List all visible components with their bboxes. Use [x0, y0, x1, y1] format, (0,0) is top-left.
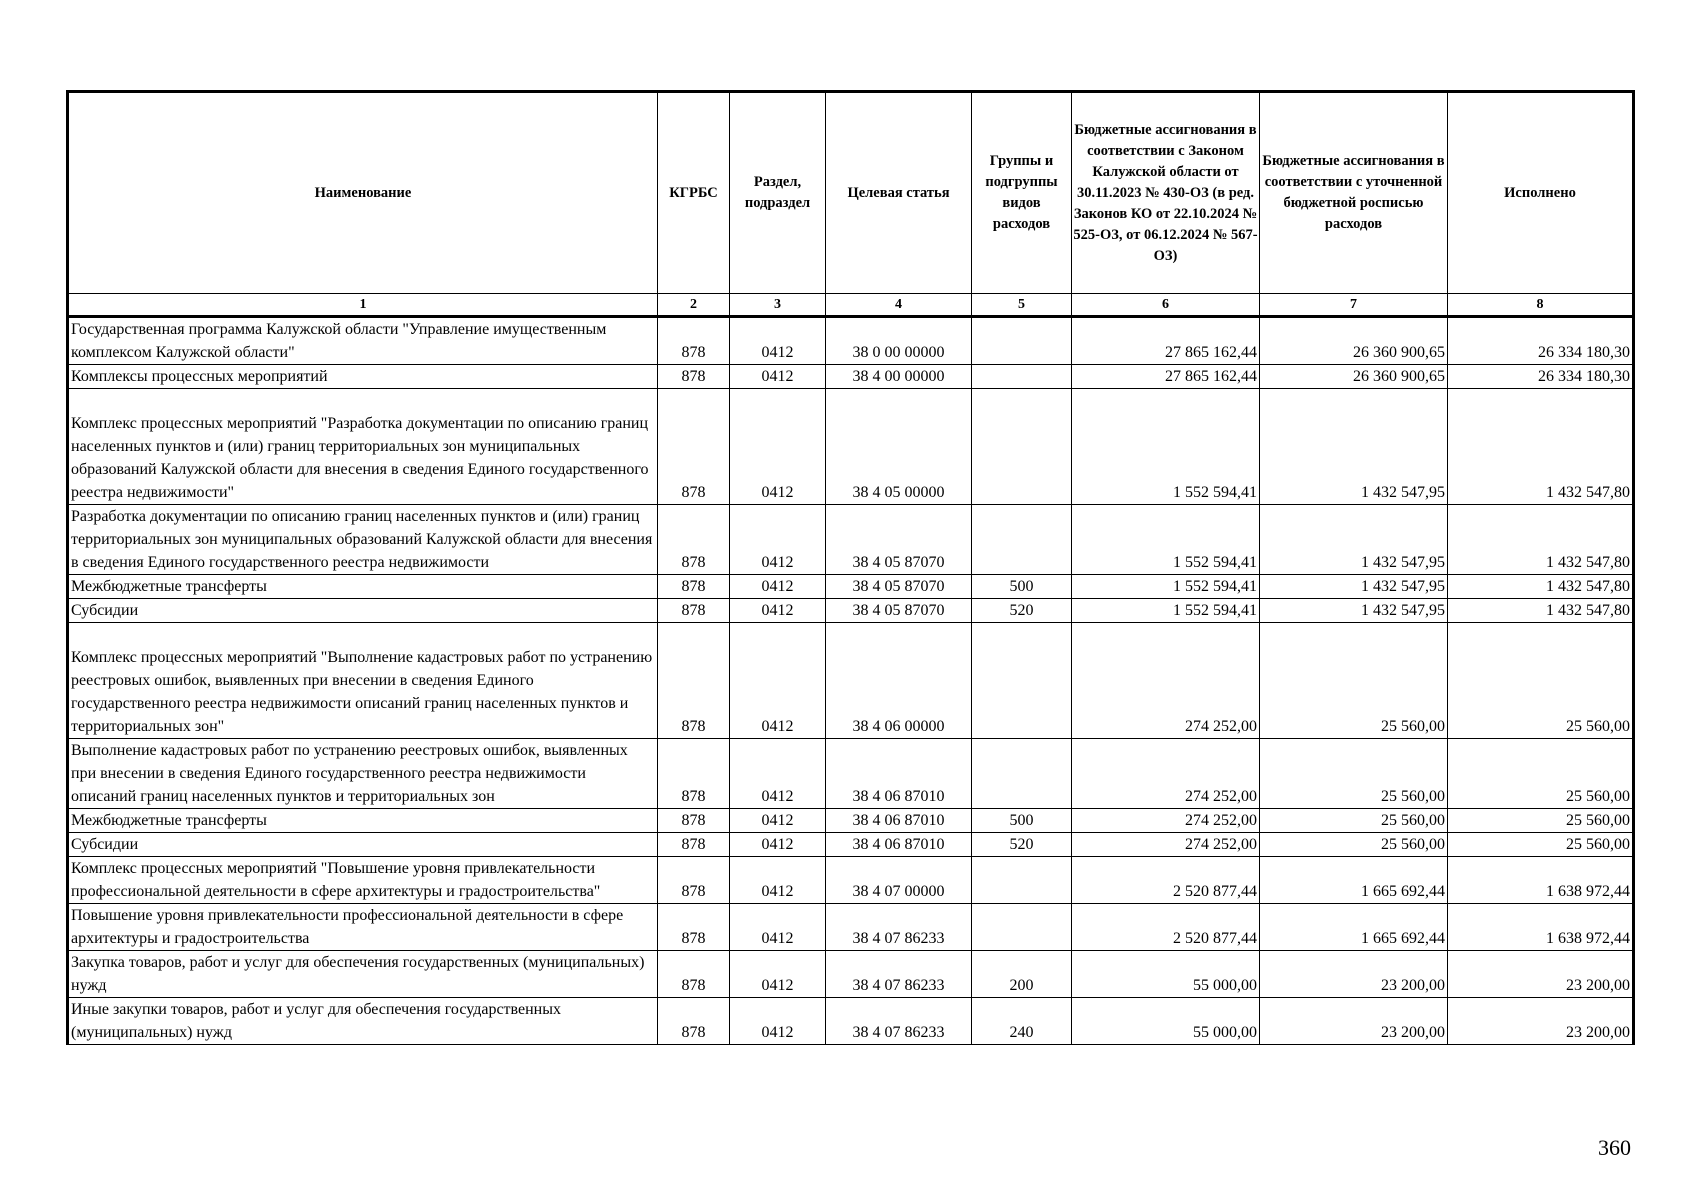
cell-refined: 1 432 547,95	[1260, 505, 1448, 575]
cell-name: Повышение уровня привлекательности профессиональной деятельности в сфере архитектуры и градостроительства	[68, 904, 658, 951]
table-row	[68, 951, 1634, 998]
cell-group	[972, 505, 1072, 575]
col-number: 5	[972, 294, 1072, 317]
col-number: 2	[658, 294, 730, 317]
cell-group: 500	[972, 809, 1072, 833]
header-executed: Исполнено	[1448, 92, 1634, 294]
cell-target: 38 4 06 87010	[826, 739, 972, 809]
cell-kgrbs: 878	[658, 505, 730, 575]
cell-executed: 1 432 547,80	[1448, 389, 1634, 505]
column-number-row	[68, 294, 1634, 317]
cell-executed: 1 638 972,44	[1448, 904, 1634, 951]
cell-kgrbs: 878	[658, 389, 730, 505]
cell-group	[972, 365, 1072, 389]
cell-target: 38 4 07 00000	[826, 857, 972, 904]
cell-refined: 23 200,00	[1260, 998, 1448, 1045]
table-row	[68, 809, 1634, 833]
cell-law: 274 252,00	[1072, 809, 1260, 833]
cell-target: 38 0 00 00000	[826, 317, 972, 365]
cell-refined: 25 560,00	[1260, 833, 1448, 857]
cell-law: 55 000,00	[1072, 998, 1260, 1045]
cell-section: 0412	[730, 809, 826, 833]
cell-kgrbs: 878	[658, 951, 730, 998]
cell-law: 55 000,00	[1072, 951, 1260, 998]
cell-target: 38 4 05 87070	[826, 599, 972, 623]
cell-name: Закупка товаров, работ и услуг для обеспечения государственных (муниципальных) нужд	[68, 951, 658, 998]
cell-group	[972, 389, 1072, 505]
cell-law: 1 552 594,41	[1072, 575, 1260, 599]
cell-refined: 1 432 547,95	[1260, 599, 1448, 623]
cell-executed: 25 560,00	[1448, 833, 1634, 857]
table-row	[68, 857, 1634, 904]
cell-executed: 23 200,00	[1448, 951, 1634, 998]
cell-executed: 1 432 547,80	[1448, 505, 1634, 575]
cell-executed: 25 560,00	[1448, 809, 1634, 833]
cell-kgrbs: 878	[658, 833, 730, 857]
page-number: 360	[1598, 1135, 1631, 1160]
cell-name: Государственная программа Калужской области "Управление имущественным комплексом Калужской области"	[68, 317, 658, 365]
col-number: 7	[1260, 294, 1448, 317]
table-row	[68, 505, 1634, 575]
cell-group: 520	[972, 833, 1072, 857]
col-number: 4	[826, 294, 972, 317]
table-row	[68, 833, 1634, 857]
cell-kgrbs: 878	[658, 317, 730, 365]
cell-name: Выполнение кадастровых работ по устранению реестровых ошибок, выявленных при внесении в сведения Единого государственного реестра недвижимости описаний границ населенных пунктов и территориальных зон	[68, 739, 658, 809]
cell-target: 38 4 00 00000	[826, 365, 972, 389]
cell-section: 0412	[730, 365, 826, 389]
cell-law: 274 252,00	[1072, 739, 1260, 809]
cell-executed: 25 560,00	[1448, 739, 1634, 809]
cell-target: 38 4 07 86233	[826, 951, 972, 998]
table-body	[68, 317, 1634, 1045]
col-number: 6	[1072, 294, 1260, 317]
cell-refined: 25 560,00	[1260, 739, 1448, 809]
cell-section: 0412	[730, 739, 826, 809]
col-number: 3	[730, 294, 826, 317]
header-law: Бюджетные ассигнования в соответствии с Законом Калужской области от 30.11.2023 № 430-ОЗ (в ред. Законов КО от 22.10.2024 № 525-ОЗ, от 06.12.2024 № 567-ОЗ)	[1072, 92, 1260, 294]
cell-law: 2 520 877,44	[1072, 857, 1260, 904]
cell-executed: 23 200,00	[1448, 998, 1634, 1045]
cell-kgrbs: 878	[658, 575, 730, 599]
cell-target: 38 4 06 87010	[826, 833, 972, 857]
cell-law: 1 552 594,41	[1072, 505, 1260, 575]
cell-section: 0412	[730, 599, 826, 623]
cell-name: Комплексы процессных мероприятий	[68, 365, 658, 389]
cell-name: Субсидии	[68, 833, 658, 857]
cell-section: 0412	[730, 389, 826, 505]
cell-refined: 23 200,00	[1260, 951, 1448, 998]
cell-name: Комплекс процессных мероприятий "Разработка документации по описанию границ населенных пунктов и (или) границ территориальных зон муниципальных образований Калужской области для внесения в сведения Единого государственного реестра недвижимости"	[68, 389, 658, 505]
cell-executed: 1 638 972,44	[1448, 857, 1634, 904]
header-section: Раздел, подраздел	[730, 92, 826, 294]
table-row	[68, 623, 1634, 739]
cell-group: 520	[972, 599, 1072, 623]
cell-section: 0412	[730, 998, 826, 1045]
header-groups: Группы и подгруппы видов расходов	[972, 92, 1072, 294]
header-kgrbs: КГРБС	[658, 92, 730, 294]
cell-group: 240	[972, 998, 1072, 1045]
table-row	[68, 575, 1634, 599]
cell-group	[972, 904, 1072, 951]
cell-kgrbs: 878	[658, 904, 730, 951]
header-target: Целевая статья	[826, 92, 972, 294]
cell-kgrbs: 878	[658, 599, 730, 623]
table-row	[68, 365, 1634, 389]
cell-name: Межбюджетные трансферты	[68, 575, 658, 599]
cell-name: Комплекс процессных мероприятий "Повышение уровня привлекательности профессиональной деятельности в сфере архитектуры и градостроительства"	[68, 857, 658, 904]
cell-name: Разработка документации по описанию границ населенных пунктов и (или) границ территориальных зон муниципальных образований Калужской области для внесения в сведения Единого государственного реестра недвижимости	[68, 505, 658, 575]
cell-section: 0412	[730, 623, 826, 739]
cell-kgrbs: 878	[658, 623, 730, 739]
cell-executed: 26 334 180,30	[1448, 365, 1634, 389]
cell-law: 1 552 594,41	[1072, 599, 1260, 623]
table-row	[68, 389, 1634, 505]
cell-name: Субсидии	[68, 599, 658, 623]
table-row	[68, 317, 1634, 365]
header-name: Наименование	[68, 92, 658, 294]
cell-law: 2 520 877,44	[1072, 904, 1260, 951]
cell-kgrbs: 878	[658, 857, 730, 904]
cell-section: 0412	[730, 857, 826, 904]
cell-name: Иные закупки товаров, работ и услуг для обеспечения государственных (муниципальных) нужд	[68, 998, 658, 1045]
cell-target: 38 4 05 87070	[826, 575, 972, 599]
header-row	[68, 92, 1634, 294]
budget-table	[66, 90, 1635, 1045]
cell-group: 500	[972, 575, 1072, 599]
header-refined: Бюджетные ассигнования в соответствии с уточненной бюджетной росписью расходов	[1260, 92, 1448, 294]
cell-group	[972, 857, 1072, 904]
cell-target: 38 4 06 87010	[826, 809, 972, 833]
cell-target: 38 4 06 00000	[826, 623, 972, 739]
cell-group	[972, 317, 1072, 365]
cell-law: 274 252,00	[1072, 833, 1260, 857]
table-row	[68, 599, 1634, 623]
col-number: 8	[1448, 294, 1634, 317]
cell-name: Комплекс процессных мероприятий "Выполнение кадастровых работ по устранению реестровых ошибок, выявленных при внесении в сведения Единого государственного реестра недвижимости описаний границ населенных пунктов и территориальных зон"	[68, 623, 658, 739]
cell-section: 0412	[730, 951, 826, 998]
cell-refined: 1 665 692,44	[1260, 857, 1448, 904]
cell-refined: 1 432 547,95	[1260, 389, 1448, 505]
cell-executed: 26 334 180,30	[1448, 317, 1634, 365]
cell-kgrbs: 878	[658, 809, 730, 833]
table-row	[68, 998, 1634, 1045]
cell-kgrbs: 878	[658, 998, 730, 1045]
cell-executed: 25 560,00	[1448, 623, 1634, 739]
cell-target: 38 4 05 87070	[826, 505, 972, 575]
cell-section: 0412	[730, 505, 826, 575]
cell-refined: 26 360 900,65	[1260, 365, 1448, 389]
cell-law: 1 552 594,41	[1072, 389, 1260, 505]
cell-kgrbs: 878	[658, 365, 730, 389]
cell-target: 38 4 07 86233	[826, 998, 972, 1045]
cell-executed: 1 432 547,80	[1448, 575, 1634, 599]
cell-group: 200	[972, 951, 1072, 998]
cell-target: 38 4 07 86233	[826, 904, 972, 951]
cell-name: Межбюджетные трансферты	[68, 809, 658, 833]
cell-refined: 26 360 900,65	[1260, 317, 1448, 365]
cell-law: 27 865 162,44	[1072, 365, 1260, 389]
cell-refined: 25 560,00	[1260, 809, 1448, 833]
cell-law: 274 252,00	[1072, 623, 1260, 739]
col-number: 1	[68, 294, 658, 317]
cell-group	[972, 739, 1072, 809]
cell-section: 0412	[730, 833, 826, 857]
cell-section: 0412	[730, 317, 826, 365]
cell-refined: 1 432 547,95	[1260, 575, 1448, 599]
cell-law: 27 865 162,44	[1072, 317, 1260, 365]
cell-kgrbs: 878	[658, 739, 730, 809]
cell-executed: 1 432 547,80	[1448, 599, 1634, 623]
cell-group	[972, 623, 1072, 739]
table-row	[68, 739, 1634, 809]
cell-section: 0412	[730, 904, 826, 951]
cell-refined: 1 665 692,44	[1260, 904, 1448, 951]
cell-section: 0412	[730, 575, 826, 599]
table-row	[68, 904, 1634, 951]
cell-refined: 25 560,00	[1260, 623, 1448, 739]
cell-target: 38 4 05 00000	[826, 389, 972, 505]
